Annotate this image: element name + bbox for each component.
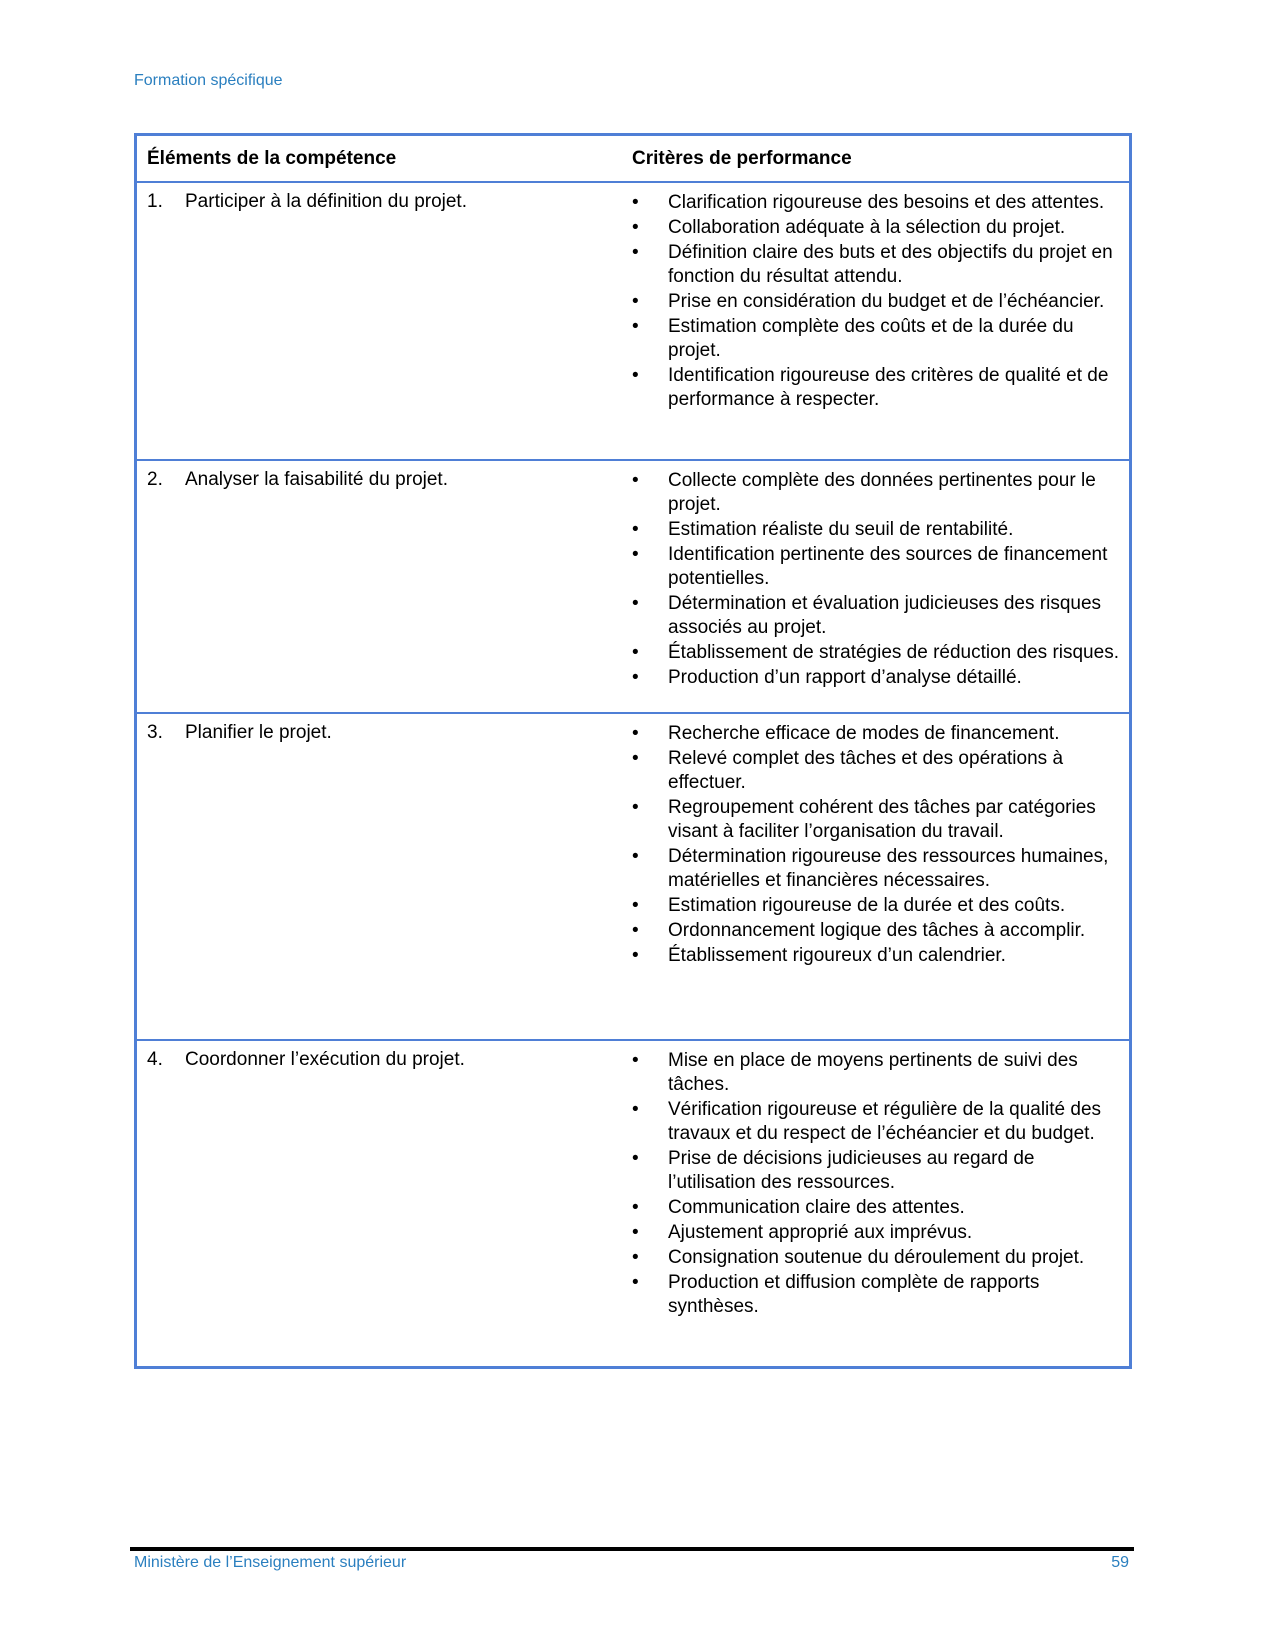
competence-table — [134, 133, 1132, 1369]
criteria-item: • Ordonnancement logique des tâches à accomplir. — [632, 920, 1086, 941]
criteria-cell — [632, 714, 1129, 1039]
criteria-item: • Regroupement cohérent des tâches par catégories visant à faciliter l’organisation du travail. — [632, 797, 1096, 842]
table-row — [137, 181, 1129, 459]
bullet-icon: • — [632, 1272, 639, 1293]
bullet-icon: • — [632, 748, 639, 769]
element-text: Analyser la faisabilité du projet. — [185, 469, 448, 490]
bullet-icon: • — [632, 642, 639, 663]
criteria-item: • Établissement de stratégies de réduction des risques. — [632, 642, 1119, 663]
column-header-elements: Éléments de la compétence — [147, 147, 397, 169]
bullet-icon: • — [632, 1148, 639, 1169]
criteria-item: • Recherche efficace de modes de financement. — [632, 723, 1060, 744]
criteria-item: • Identification rigoureuse des critères de qualité et de performance à respecter. — [632, 365, 1109, 410]
criteria-item: • Détermination et évaluation judicieuses des risques associés au projet. — [632, 593, 1102, 638]
criteria-cell — [632, 183, 1129, 459]
criteria-item: • Vérification rigoureuse et régulière de la qualité des travaux et du respect de l’échéancier et du budget. — [632, 1099, 1102, 1144]
criteria-item: • Collecte complète des données pertinentes pour le projet. — [632, 470, 1096, 515]
bullet-icon: • — [632, 519, 639, 540]
criteria-item: • Communication claire des attentes. — [632, 1197, 965, 1218]
section-label: Formation spécifique — [134, 72, 283, 89]
element-cell — [137, 714, 632, 1039]
bullet-icon: • — [632, 365, 639, 386]
table-header-row — [137, 136, 1129, 181]
criteria-item: • Mise en place de moyens pertinents de suivi des tâches. — [632, 1050, 1078, 1095]
criteria-item: • Collaboration adéquate à la sélection du projet. — [632, 217, 1066, 238]
criteria-item: • Production d’un rapport d’analyse détaillé. — [632, 667, 1022, 688]
criteria-item: • Prise en considération du budget et de l’échéancier. — [632, 291, 1105, 312]
bullet-icon: • — [632, 895, 639, 916]
bullet-icon: • — [632, 291, 639, 312]
criteria-item: • Estimation complète des coûts et de la durée du projet. — [632, 316, 1074, 361]
bullet-icon: • — [632, 846, 639, 867]
criteria-list — [632, 461, 1121, 697]
table-row — [137, 1039, 1129, 1366]
criteria-item: • Identification pertinente des sources de financement potentielles. — [632, 544, 1108, 589]
footer-ministry: Ministère de l’Enseignement supérieur — [134, 1554, 407, 1571]
element-number: 2. — [147, 469, 163, 490]
criteria-item: • Détermination rigoureuse des ressources humaines, matérielles et financières nécessaires. — [632, 846, 1109, 891]
criteria-item: • Prise de décisions judicieuses au regard de l’utilisation des ressources. — [632, 1148, 1035, 1193]
bullet-icon: • — [632, 1247, 639, 1268]
element-cell — [137, 183, 632, 459]
criteria-cell — [632, 1041, 1129, 1366]
criteria-list — [632, 183, 1121, 419]
element-text: Participer à la définition du projet. — [185, 191, 467, 212]
bullet-icon: • — [632, 920, 639, 941]
element-cell — [137, 1041, 632, 1366]
criteria-item: • Clarification rigoureuse des besoins et des attentes. — [632, 192, 1105, 213]
criteria-item: • Définition claire des buts et des objectifs du projet en fonction du résultat attendu. — [632, 242, 1113, 287]
criteria-list — [632, 714, 1121, 975]
criteria-list — [632, 1041, 1121, 1326]
criteria-item: • Production et diffusion complète de rapports synthèses. — [632, 1272, 1040, 1317]
bullet-icon: • — [632, 1197, 639, 1218]
bullet-icon: • — [632, 544, 639, 565]
bullet-icon: • — [632, 192, 639, 213]
element-number: 3. — [147, 722, 163, 743]
criteria-cell — [632, 461, 1129, 712]
element-text: Planifier le projet. — [185, 722, 332, 743]
bullet-icon: • — [632, 1050, 639, 1071]
column-header-criteria: Critères de performance — [632, 147, 852, 169]
element-cell — [137, 461, 632, 712]
bullet-icon: • — [632, 593, 639, 614]
bullet-icon: • — [632, 1222, 639, 1243]
bullet-icon: • — [632, 667, 639, 688]
bullet-icon: • — [632, 723, 639, 744]
footer-divider — [130, 1547, 1134, 1551]
bullet-icon: • — [632, 797, 639, 818]
bullet-icon: • — [632, 1099, 639, 1120]
criteria-item: • Estimation réaliste du seuil de rentabilité. — [632, 519, 1014, 540]
bullet-icon: • — [632, 945, 639, 966]
element-number: 4. — [147, 1049, 163, 1070]
element-number: 1. — [147, 191, 163, 212]
bullet-icon: • — [632, 470, 639, 491]
criteria-item: • Établissement rigoureux d’un calendrier. — [632, 945, 1006, 966]
bullet-icon: • — [632, 217, 639, 238]
element-text: Coordonner l’exécution du projet. — [185, 1049, 465, 1070]
criteria-item: • Estimation rigoureuse de la durée et des coûts. — [632, 895, 1066, 916]
criteria-item: • Consignation soutenue du déroulement du projet. — [632, 1247, 1085, 1268]
criteria-item: • Ajustement approprié aux imprévus. — [632, 1222, 973, 1243]
bullet-icon: • — [632, 242, 639, 263]
page-number: 59 — [1111, 1554, 1129, 1571]
table-row — [137, 712, 1129, 1039]
table-row — [137, 459, 1129, 712]
bullet-icon: • — [632, 316, 639, 337]
criteria-item: • Relevé complet des tâches et des opérations à effectuer. — [632, 748, 1064, 793]
